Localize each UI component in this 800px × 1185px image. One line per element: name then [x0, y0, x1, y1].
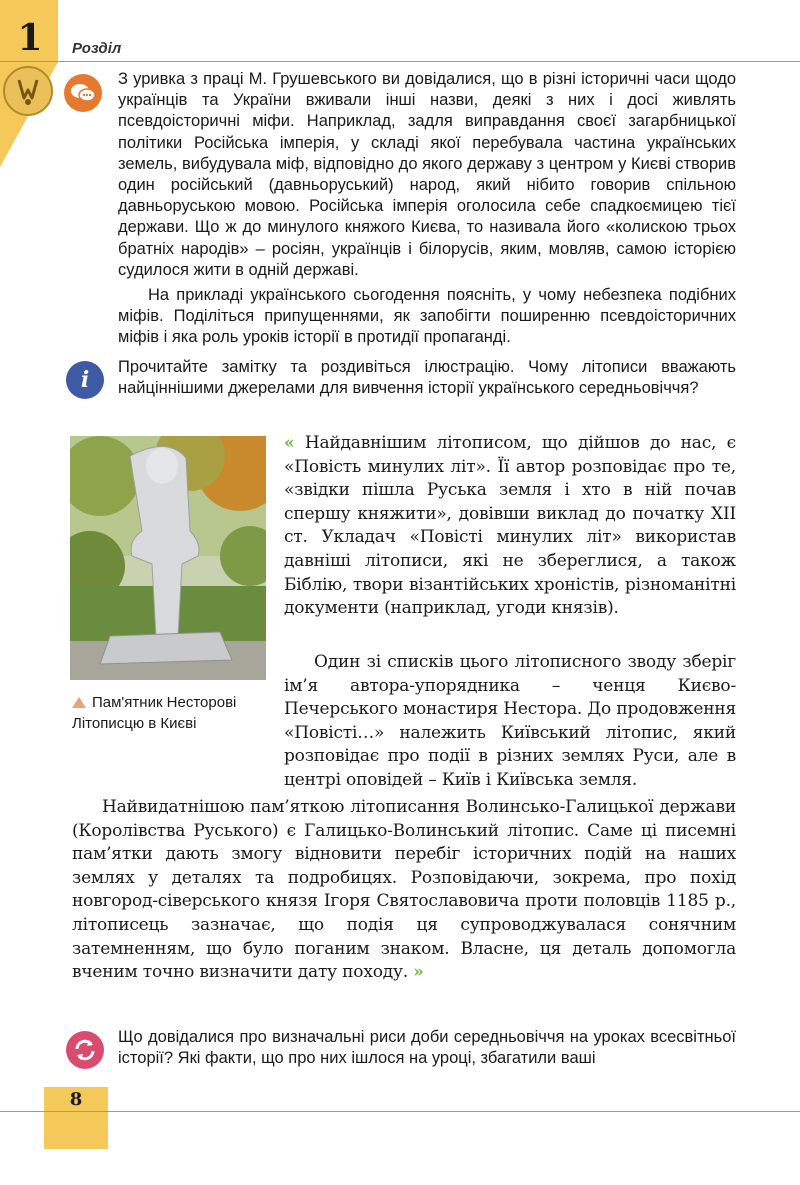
- task-paragraph: Прочитайте замітку та роздивіться ілюстрацію. Чому літописи вважають найціннішими джерелами для вивчення історії українського середньовіччя?: [118, 358, 736, 398]
- excerpt-text-3: Найвидатнішою пам’яткою літописання Волинсько-Галицької держави (Королівства Руського) є Галицько-Волинський літопис. Саме ці писемні пам’ятки дають змогу відновити перебіг історичних подій на наших землях у деталях та подробицях. Розповідаючи, зокрема, про похід новгород-сіверського князя Ігоря Святославовича проти половців 1185 р., літописець зазначає, що подія ця супроводжувалася сонячним затемненням, що було поганим знаком. Власне, ця деталь допомогла вченим точно визначити дату походу.: [72, 797, 736, 983]
- excerpt-paragraph-2-start: [284, 651, 736, 793]
- intro-paragraph: З уривка з праці М. Грушевського ви довідалися, що в різні історичні часи щодо українців та України вживали інші назви, деякі з них і досі живлять псевдоісторичні міфи. Наприклад, задля виправдання своєї загарбницької політики Російська імперія, у складі якої перебувала частина українських земель, вибудувала міф, відповідно до якого державу з центром у Києві створив один російський (давньоруський) народ, який нібито говорив спільною давньоруською мовою. Російська імперія оголосила себе спадкоємицею тієї держави. Що ж до минулого княжого Києва, то називала його «колискою трьох братніх народів» – росіян, українців і білорусів, яким, мовляв, самою історією судилося жити в одній державі.: [118, 70, 736, 279]
- page-number: 8: [69, 1089, 83, 1110]
- close-quote-icon: »: [413, 962, 424, 983]
- excerpt-paragraph-3: [72, 796, 736, 985]
- caption-triangle-icon: [72, 697, 86, 708]
- footer-rule: [0, 1111, 800, 1112]
- section-label: Розділ: [72, 40, 122, 57]
- discussion-paragraph: На прикладі українського сьогодення поясніть, у чому небезпека подібних міфів. Поділіться припущеннями, як запобігти поширенню псевдоісторичних міфів і яка роль уроків історії в протидії пропаганді.: [118, 286, 736, 347]
- photo-caption: [72, 692, 272, 734]
- caption-text: Пам'ятник Несторові Літописцю в Києві: [72, 694, 237, 732]
- excerpt-text-1: Найдавнішим літописом, що дійшов до нас, є «Повість минулих літ». Її автор розповідає про те, «звідки пішла Руська земля і хто в ній почав спершу княжити», довівши виклад до початку XII ст. Укладач «Повісті минулих літ» використав давніші літописи, які не збереглися, а також Біблію, твори візантійських хроністів, різноманітні документи (наприклад, угоди князів).: [284, 433, 736, 619]
- recall-icon: [66, 1031, 104, 1069]
- discussion-icon: [64, 74, 102, 112]
- excerpt-text-2: Один зі списків цього літописного зводу зберіг ім’я автора-упорядника – ченця Києво-Печерського монастиря Нестора. До продовження «Повісті…» належить Київський літопис, який розповідає про події в різних землях Руси, але в центрі оповідей – Київ і Київська земля.: [284, 652, 736, 790]
- header-rule: [0, 61, 800, 62]
- chapter-number: 1: [17, 17, 43, 59]
- open-quote-icon: «: [284, 433, 295, 453]
- coin-emblem-icon: [3, 66, 53, 116]
- info-icon: i: [66, 361, 104, 399]
- nestor-monument-photo: [70, 436, 266, 680]
- excerpt-paragraph-1: [284, 432, 736, 621]
- recall-paragraph: Що довідалися про визначальні риси доби середньовіччя на уроках всесвітньої історії? Які факти, що про них ішлося на уроці, збагатили ваші: [118, 1028, 736, 1068]
